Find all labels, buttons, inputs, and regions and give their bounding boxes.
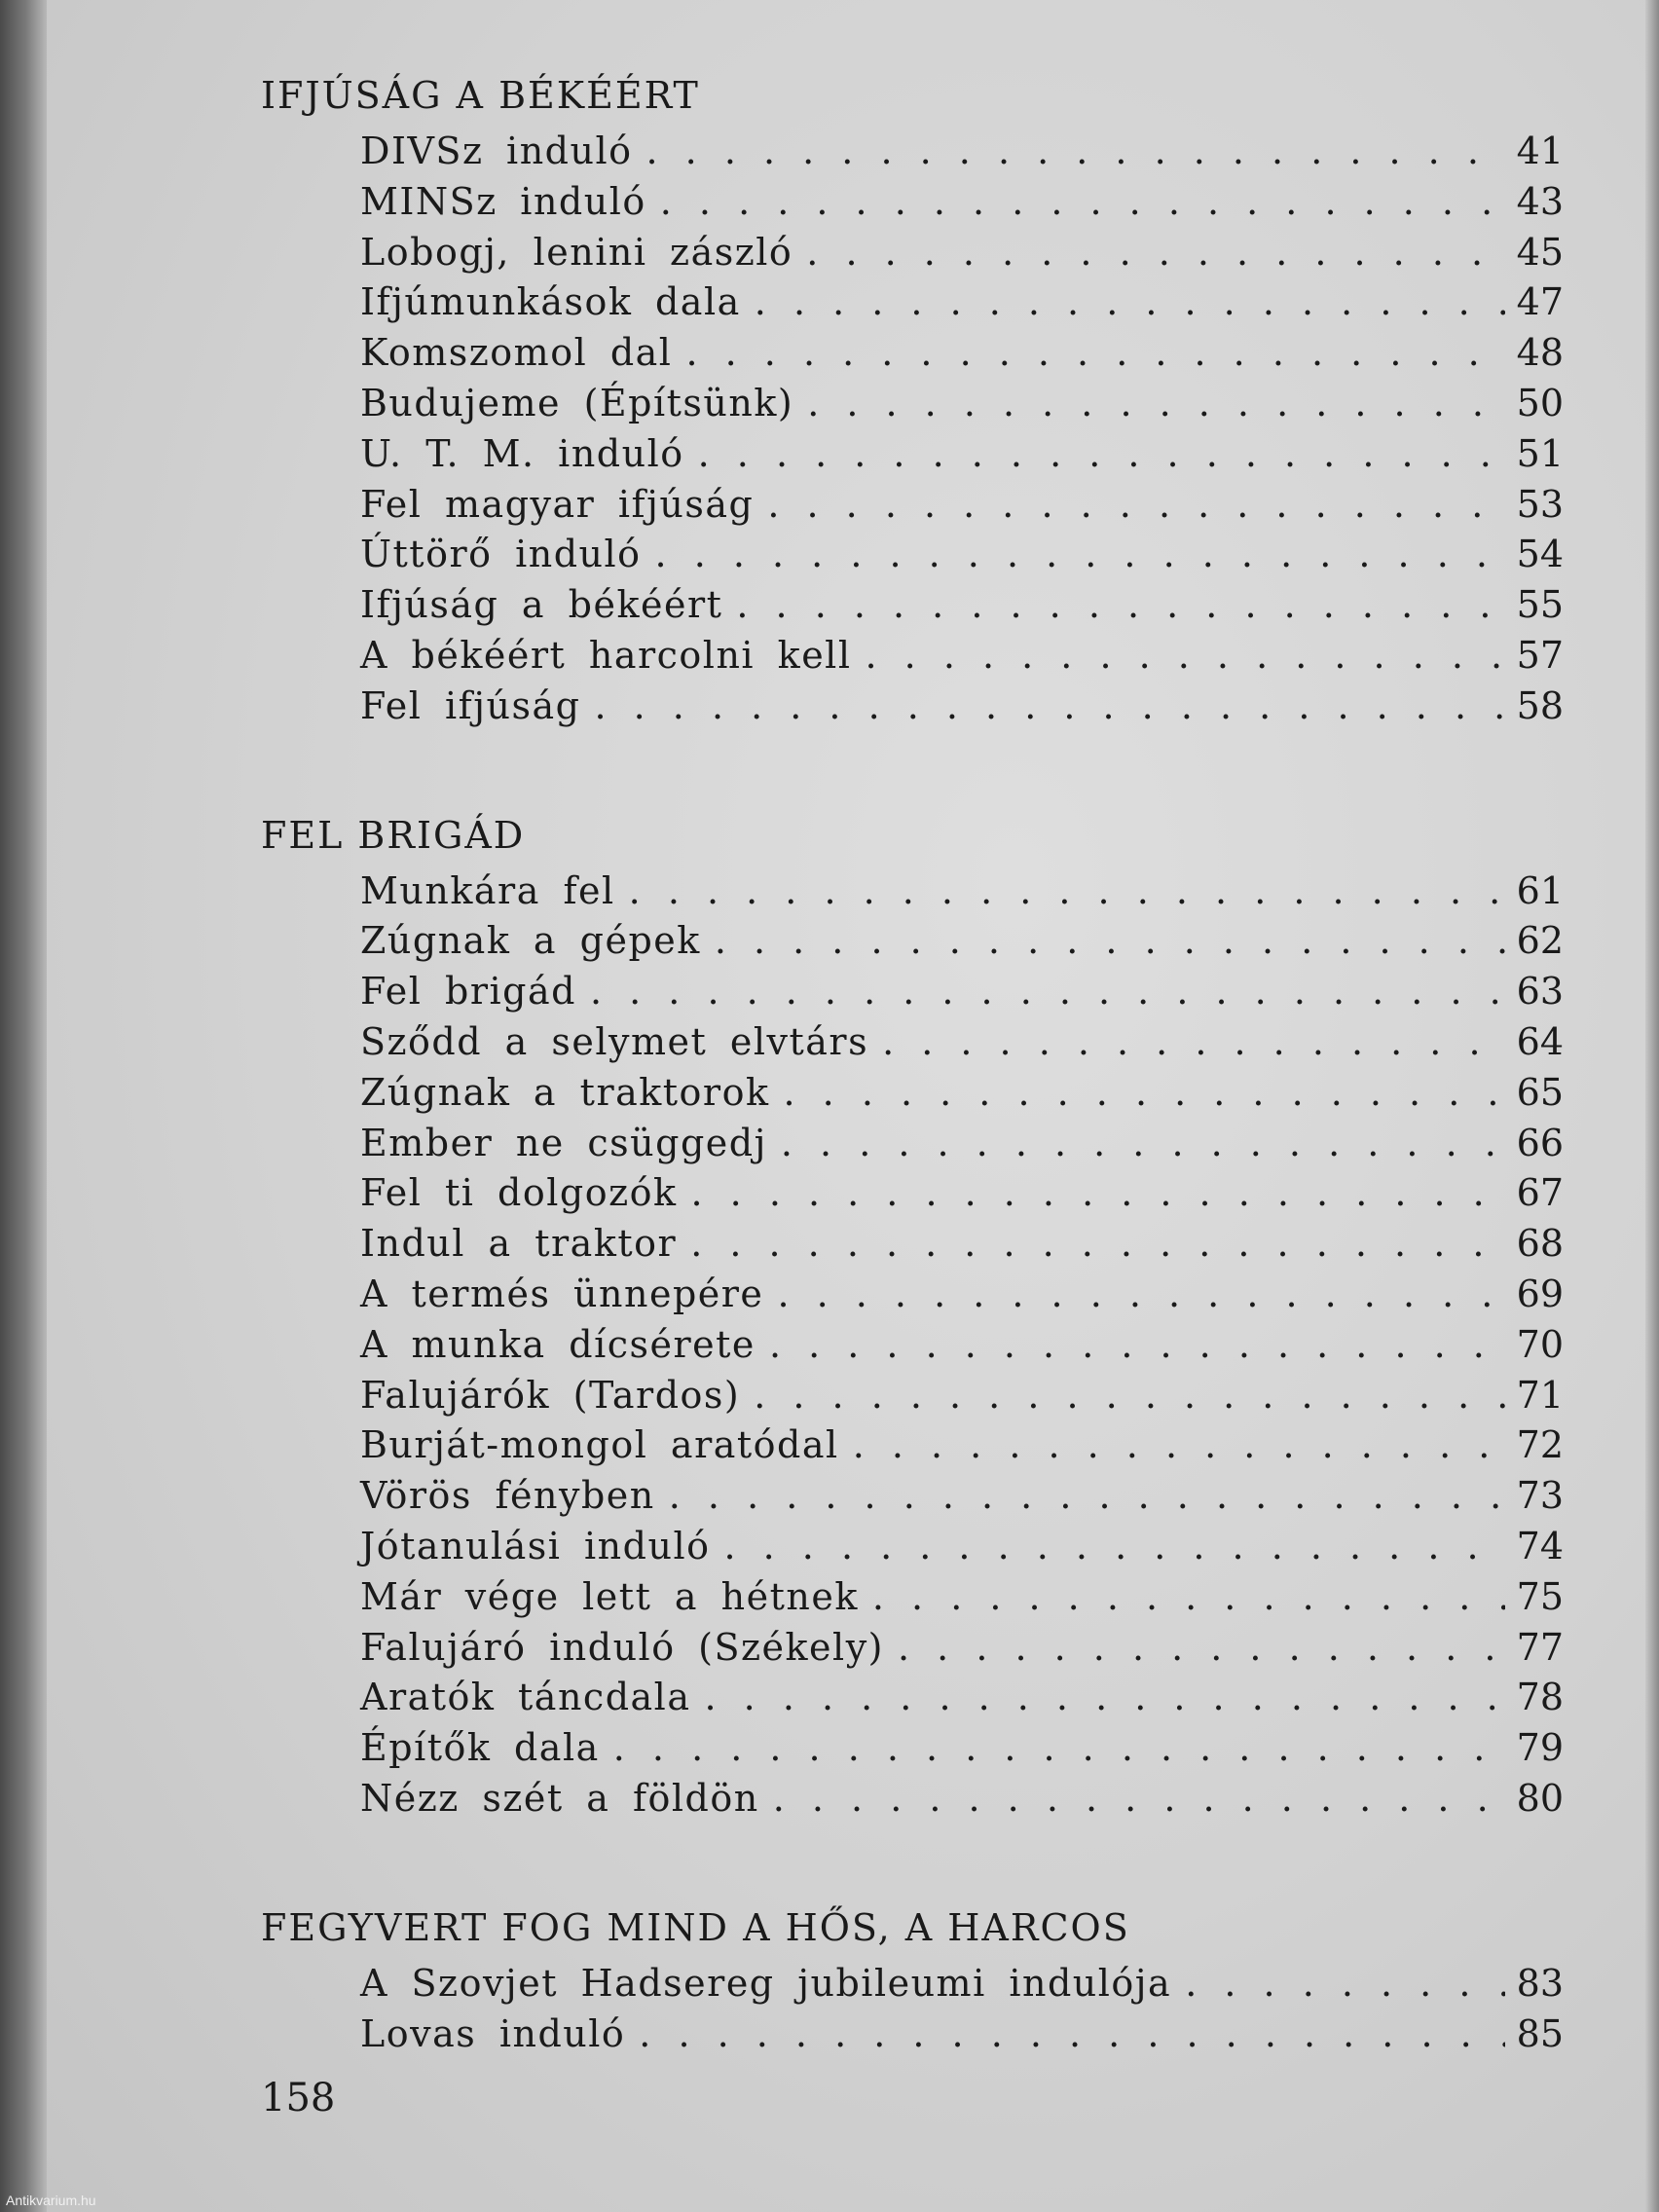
toc-entry (360, 127, 1564, 177)
dot-leader (698, 429, 1505, 480)
dot-leader (723, 1522, 1505, 1572)
entry-title: Burját-mongol aratódal (360, 1423, 839, 1467)
entry-title: A termés ünnepére (360, 1272, 764, 1315)
dot-leader (781, 1119, 1505, 1169)
entry-title: A békéért harcolni kell (360, 633, 852, 677)
entry-title: Jótanulási induló (360, 1524, 711, 1567)
dot-leader (872, 1572, 1505, 1623)
entry-page-number: 75 (1516, 1574, 1564, 1618)
entry-page-number: 66 (1516, 1121, 1564, 1164)
entry-page-number: 69 (1516, 1272, 1564, 1315)
entry-page-number: 68 (1516, 1222, 1564, 1266)
entry-title: Budujeme (Építsünk) (360, 381, 794, 424)
entry-page-number: 80 (1516, 1776, 1564, 1820)
entry-title: MINSz induló (360, 179, 646, 223)
entry-title: Zúgnak a gépek (360, 919, 701, 963)
entry-page-number: 62 (1516, 919, 1564, 963)
dot-leader (613, 1723, 1505, 1774)
entry-page-number: 73 (1516, 1474, 1564, 1518)
entry-title: Zúgnak a traktorok (360, 1070, 770, 1114)
dot-leader (773, 1774, 1505, 1825)
toc-entry (360, 1774, 1564, 1825)
entry-title: DIVSz induló (360, 129, 633, 172)
entry-title: Ifjúság a békéért (360, 583, 723, 627)
toc-entry (360, 916, 1564, 967)
dot-leader (767, 480, 1505, 531)
dot-leader (715, 916, 1505, 967)
entry-page-number: 79 (1516, 1726, 1564, 1770)
toc-entry (360, 2009, 1564, 2060)
entry-page-number: 67 (1516, 1171, 1564, 1215)
dot-leader (754, 1371, 1505, 1421)
entry-title: Úttörő induló (360, 533, 642, 576)
toc-entry (360, 1522, 1564, 1572)
dot-leader (853, 1420, 1505, 1471)
entry-page-number: 48 (1516, 331, 1564, 375)
toc-section (261, 1902, 1585, 2060)
toc-entry (360, 328, 1564, 379)
entry-page-number: 51 (1516, 431, 1564, 475)
entry-title: A munka dícsérete (360, 1322, 756, 1366)
toc-entry (360, 1320, 1564, 1371)
dot-leader (769, 1320, 1505, 1371)
entry-title: Lobogj, lenini zászló (360, 230, 793, 274)
entry-page-number: 54 (1516, 533, 1564, 576)
entry-title: Már vége lett a hétnek (360, 1574, 859, 1618)
toc-entry (360, 1168, 1564, 1219)
toc-entry (360, 1723, 1564, 1774)
entry-page-number: 71 (1516, 1373, 1564, 1417)
entry-title: Fel ti dolgozók (360, 1171, 678, 1215)
toc-entry (360, 1371, 1564, 1421)
dot-leader (594, 682, 1505, 732)
toc-entry (360, 1623, 1564, 1674)
entry-page-number: 70 (1516, 1322, 1564, 1366)
entry-title: Falujáró induló (Székely) (360, 1625, 884, 1669)
entry-page-number: 57 (1516, 633, 1564, 677)
page-number: 158 (261, 2076, 336, 2120)
entry-title: Vörös fényben (360, 1474, 655, 1518)
entry-title: A Szovjet Hadsereg jubileumi indulója (360, 1961, 1172, 2005)
section-title: FEL BRIGÁD (261, 813, 526, 857)
toc-entry (360, 228, 1564, 278)
entry-page-number: 78 (1516, 1676, 1564, 1719)
dot-leader (736, 580, 1505, 631)
toc-entry (360, 1119, 1564, 1169)
entry-page-number: 65 (1516, 1070, 1564, 1114)
entry-page-number: 58 (1516, 683, 1564, 727)
entry-title: Aratók táncdala (360, 1676, 691, 1719)
entry-page-number: 74 (1516, 1524, 1564, 1567)
dot-leader (669, 1471, 1505, 1522)
toc-entry (360, 1219, 1564, 1270)
watermark: Antikvarium.hu (6, 2193, 96, 2208)
dot-leader (898, 1623, 1505, 1674)
toc-entry (360, 480, 1564, 531)
toc-section (261, 810, 1585, 1825)
dot-leader (646, 127, 1505, 177)
toc-entry (360, 967, 1564, 1017)
toc-entry (360, 866, 1564, 917)
entry-page-number: 50 (1516, 381, 1564, 424)
entry-title: Sződd a selymet elvtárs (360, 1019, 869, 1063)
entry-title: Lovas induló (360, 2011, 626, 2055)
toc-entry (360, 1017, 1564, 1068)
section-title: IFJÚSÁG A BÉKÉÉRT (261, 74, 700, 117)
toc-entry (360, 177, 1564, 228)
page-edge (1645, 0, 1659, 2212)
entry-title: Fel ifjúság (360, 683, 581, 727)
toc-entry (360, 379, 1564, 429)
dot-leader (777, 1270, 1505, 1320)
entry-page-number: 77 (1516, 1625, 1564, 1669)
toc-entry (360, 429, 1564, 480)
dot-leader (866, 631, 1506, 682)
section-title: FEGYVERT FOG MIND A HŐS, A HARCOS (261, 1905, 1130, 1949)
toc-entry (360, 1270, 1564, 1320)
toc-entry (360, 1572, 1564, 1623)
entry-title: Nézz szét a földön (360, 1776, 759, 1820)
entry-title: Falujárók (Tardos) (360, 1373, 741, 1417)
dot-leader (806, 228, 1505, 278)
toc-entry (360, 530, 1564, 580)
entry-page-number: 63 (1516, 970, 1564, 1014)
entry-page-number: 61 (1516, 868, 1564, 912)
entry-page-number: 43 (1516, 179, 1564, 223)
dot-leader (807, 379, 1505, 429)
dot-leader (685, 328, 1505, 379)
entry-page-number: 47 (1516, 280, 1564, 324)
dot-leader (1185, 1959, 1505, 2009)
entry-page-number: 55 (1516, 583, 1564, 627)
toc-entry (360, 1068, 1564, 1119)
entry-title: Komszomol dal (360, 331, 673, 375)
toc-entry (360, 277, 1564, 328)
entry-page-number: 83 (1516, 1961, 1564, 2005)
toc-entry (360, 1959, 1564, 2009)
toc-entry (360, 1420, 1564, 1471)
toc-section (261, 70, 1585, 732)
dot-leader (690, 1219, 1505, 1270)
dot-leader (639, 2009, 1505, 2060)
entry-title: Munkára fel (360, 868, 615, 912)
entry-page-number: 45 (1516, 230, 1564, 274)
toc-entry (360, 1471, 1564, 1522)
toc-entry (360, 580, 1564, 631)
dot-leader (882, 1017, 1505, 1068)
entry-title: Fel magyar ifjúság (360, 482, 755, 526)
dot-leader (755, 277, 1505, 328)
toc-entry (360, 1673, 1564, 1723)
dot-leader (691, 1168, 1506, 1219)
dot-leader (655, 530, 1505, 580)
entry-page-number: 85 (1516, 2011, 1564, 2055)
entry-title: Ember ne csüggedj (360, 1121, 767, 1164)
book-gutter (0, 0, 47, 2212)
toc-entry (360, 682, 1564, 732)
entry-title: Indul a traktor (360, 1222, 678, 1266)
dot-leader (590, 967, 1505, 1017)
entry-page-number: 53 (1516, 482, 1564, 526)
table-of-contents (261, 70, 1585, 2137)
entry-title: U. T. M. induló (360, 431, 684, 475)
entry-title: Ifjúmunkások dala (360, 280, 741, 324)
dot-leader (629, 866, 1505, 917)
dot-leader (784, 1068, 1505, 1119)
entry-page-number: 41 (1516, 129, 1564, 172)
entry-title: Építők dala (360, 1726, 600, 1770)
entry-page-number: 64 (1516, 1019, 1564, 1063)
dot-leader (660, 177, 1505, 228)
dot-leader (705, 1673, 1506, 1723)
entry-page-number: 72 (1516, 1423, 1564, 1467)
entry-title: Fel brigád (360, 970, 576, 1014)
toc-entry (360, 631, 1564, 682)
